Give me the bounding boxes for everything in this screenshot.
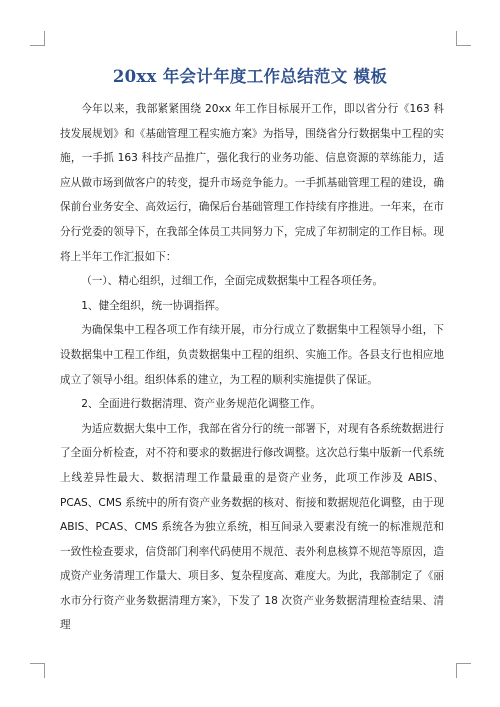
- paragraph-intro: 今年以来，我部紧紧围绕 20xx 年工作目标展开工作，即以省分行《163 科技发展规划》和《基础管理工程实施方案》为指导，围绕省分行数据集中工程的实施，一手抓 163 科技产品推广，强化我行的业务功能、信息资源的萃练能力，适应从做市场到做客户的转变，提升市场竞争能力。一手抓基础管理工程的建设，确保前台业务安全、高效运行，确保后台基础管理工作持续有序推进。一年来，在市分行党委的领导下，在我部全体员工共同努力下，完成了年初制定的工作目标。现将上半年工作汇报如下：: [60, 103, 444, 263]
- section-heading-1: （一）、精心组织，过细工作，全面完成数据集中工程各项任务。: [81, 275, 384, 288]
- crop-mark-top-right: [456, 31, 471, 46]
- subheading-1: 1、健全组织，统一协调指挥。: [81, 299, 226, 312]
- subheading-2: 2、全面进行数据清理、资产业务规范化调整工作。: [81, 398, 321, 411]
- crop-mark-bottom-right: [456, 663, 471, 678]
- paragraph-data-cleanup: 为适应数据大集中工作，我部在省分行的统一部署下，对现有各系统数据进行了全面分析检查，对不符和要求的数据进行修改调整。这次总行集中版新一代系统上线差异性最大、数据清理工作量最重的是资产业务，此项工作涉及 ABIS、PCAS、CMS 系统中的所有资产业务数据的核对、衔接和数据规范化调整，由于现 ABIS、PCAS、CMS 系统各为独立系统，相互间录入要素没有统一的标准规范和一致性检查要求，信贷部门利率代码使用不规范、表外利息核算不规范等原因，造成资产业务清理工作量大、项目多、复杂程度高、难度大。为此，我部制定了《丽水市分行资产业务数据清理方案》，下发了 18 次资产业务数据清理检查结果、清理: [60, 422, 444, 632]
- document-body: [60, 97, 444, 638]
- paragraph-organization: 为确保集中工程各项工作有续开展，市分行成立了数据集中工程领导小组，下设数据集中工程工作组，负责数据集中工程的组织、实施工作。各县支行也相应地成立了领导小组。组织体系的建立，为工程的顺利实施提供了保证。: [60, 324, 444, 386]
- crop-mark-top-left: [30, 31, 45, 46]
- crop-mark-bottom-left: [30, 663, 45, 678]
- document-title: 20xx 年会计年度工作总结范文 模板: [112, 67, 388, 86]
